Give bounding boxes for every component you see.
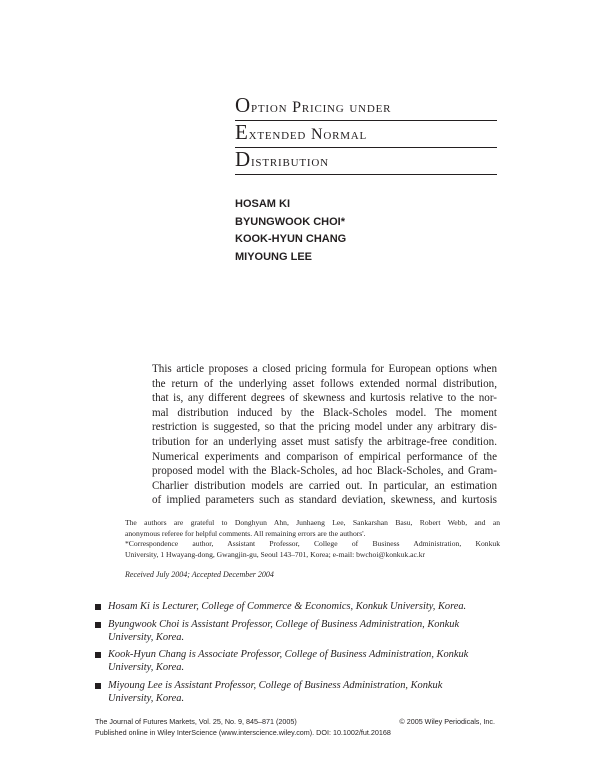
- affiliation-item: [95, 649, 515, 675]
- affiliation-list: [95, 601, 515, 711]
- affiliation-text: Miyoung Lee is Assistant Professor, College of Business Administration, Konkuk: [108, 679, 443, 691]
- affiliation-item: [95, 601, 515, 614]
- abstract-line: that is, any different degrees of skewness and kurtosis relative to the nor-: [152, 392, 497, 405]
- bullet-icon: [95, 622, 101, 628]
- author-list: [235, 196, 346, 266]
- bullet-icon: [95, 604, 101, 610]
- abstract-line: proposed model with the Black-Scholes, ad hoc Black-Scholes, and Gram-: [152, 465, 497, 478]
- abstract-line: Numerical experiments and comparison of empirical performance of the: [152, 450, 497, 463]
- author-name: MIYOUNG LEE: [235, 250, 313, 263]
- title-line-3: Distribution: [235, 148, 497, 175]
- affiliation-text-cont: University, Korea.: [108, 692, 185, 704]
- author-name: BYUNGWOOK CHOI*: [235, 215, 345, 228]
- affiliation-text: Byungwook Choi is Assistant Professor, College of Business Administration, Konkuk: [108, 618, 460, 630]
- title-line-2: Extended Normal: [235, 121, 497, 148]
- affiliation-text: Kook-Hyun Chang is Associate Professor, College of Business Administration, Konkuk: [108, 649, 469, 661]
- affiliation-item: [95, 680, 515, 706]
- affiliation-text-cont: University, Korea.: [108, 631, 185, 643]
- abstract-line: mal distribution induced by the Black-Scholes model. The moment: [152, 406, 497, 419]
- abstract-line: of implied parameters such as standard deviation, skewness, and kurtosis: [152, 494, 497, 507]
- abstract-line: Charlier distribution models are carried out. In particular, an estimation: [152, 479, 497, 492]
- author-name: HOSAM KI: [235, 198, 290, 210]
- title-line-1: Option Pricing under: [235, 94, 497, 121]
- page-footer: [95, 716, 495, 738]
- article-title: [235, 94, 497, 175]
- note-line: *Correspondence author, Assistant Professor, College of Business Administration, Konkuk: [125, 539, 500, 549]
- affiliation-item: [95, 619, 515, 645]
- journal-citation: The Journal of Futures Markets, Vol. 25, No. 9, 845–871 (2005): [95, 717, 297, 726]
- copyright: © 2005 Wiley Periodicals, Inc.: [399, 717, 495, 726]
- abstract: [152, 362, 497, 508]
- bullet-icon: [95, 683, 101, 689]
- publication-info: Published online in Wiley InterScience (www.interscience.wiley.com). DOI: 10.1002/fut.20168: [95, 728, 391, 737]
- abstract-line: tribution for an underlying asset must satisfy the arbitrage-free condition.: [152, 435, 497, 448]
- abstract-line: This article proposes a closed pricing formula for European options when: [152, 363, 497, 375]
- abstract-line: restriction is suggested, so that the pricing model under any arbitrary dis-: [152, 421, 497, 434]
- note-line: University, 1 Hwayang-dong, Gwangjin-gu, Seoul 143–701, Korea; e-mail: bwchoi@konkuk.ac.kr: [125, 549, 426, 559]
- received-date: Received July 2004; Accepted December 2004: [125, 570, 274, 579]
- affiliation-text-cont: University, Korea.: [108, 662, 185, 674]
- bullet-icon: [95, 652, 101, 658]
- affiliation-text: Hosam Ki is Lecturer, College of Commerce & Economics, Konkuk University, Korea.: [108, 601, 467, 612]
- note-line: The authors are grateful to Donghyun Ahn, Junhaeng Lee, Sankarshan Basu, Robert Webb, and an: [125, 518, 500, 527]
- abstract-line: the return of the underlying asset follows extended normal distribution,: [152, 377, 497, 390]
- note-line: anonymous referee for helpful comments. All remaining errors are the authors'.: [125, 528, 366, 538]
- author-name: KOOK-HYUN CHANG: [235, 233, 347, 245]
- acknowledgement-notes: [125, 518, 500, 560]
